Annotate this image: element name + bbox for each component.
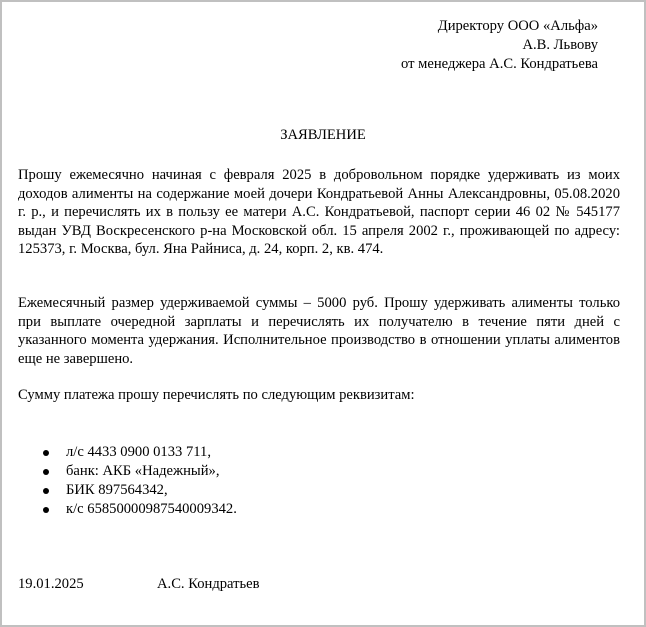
requisite-account: л/с 4433 0900 0133 711, <box>66 444 211 460</box>
bullet-icon <box>43 507 49 513</box>
requisite-bank: банк: АКБ «Надежный», <box>66 463 220 479</box>
list-item <box>18 481 237 500</box>
addressee-line-from: от менеджера А.С. Кондратьева <box>401 56 598 72</box>
requisite-bik: БИК 897564342, <box>66 482 168 498</box>
document-title: ЗАЯВЛЕНИЕ <box>280 127 366 143</box>
signature-name: А.С. Кондратьев <box>157 576 260 592</box>
paragraph-amount: Ежемесячный размер удерживаемой суммы – 5000 руб. Прошу удерживать алименты только при выплате очередной зарплаты и перечислять их получателю в течение пяти дней с указанного момента удержания. Исполнительное производство в отношении уплаты алиментов еще не завершено. <box>18 295 620 367</box>
list-item <box>18 443 237 462</box>
requisite-correspondent-account: к/с 65850000987540009342. <box>66 501 237 517</box>
addressee-line-name: А.В. Львову <box>522 37 598 53</box>
bullet-icon <box>43 488 49 494</box>
bullet-icon <box>43 450 49 456</box>
addressee-block <box>401 17 598 74</box>
list-item <box>18 462 237 481</box>
paragraph-requisites-intro: Сумму платежа прошу перечислять по следующим реквизитам: <box>18 387 415 403</box>
bullet-icon <box>43 469 49 475</box>
list-item <box>18 500 237 519</box>
addressee-line-director: Директору ООО «Альфа» <box>437 18 598 34</box>
signature-date: 19.01.2025 <box>18 576 84 592</box>
paragraph-request: Прошу ежемесячно начиная с февраля 2025 в добровольном порядке удерживать из моих доходов алименты на содержание моей дочери Кондратьевой Анны Александровны, 05.08.2020 г. р., и перечислять их в пользу ее матери А.С. Кондратьевой, паспорт серии 46 02 № 545177 выдан УВД Воскресенского р-на Московской обл. 15 апреля 2002 г., проживающей по адресу: 125373, г. Москва, бул. Яна Райниса, д. 24, корп. 2, кв. 474. <box>18 167 620 258</box>
requisites-list <box>18 443 237 519</box>
